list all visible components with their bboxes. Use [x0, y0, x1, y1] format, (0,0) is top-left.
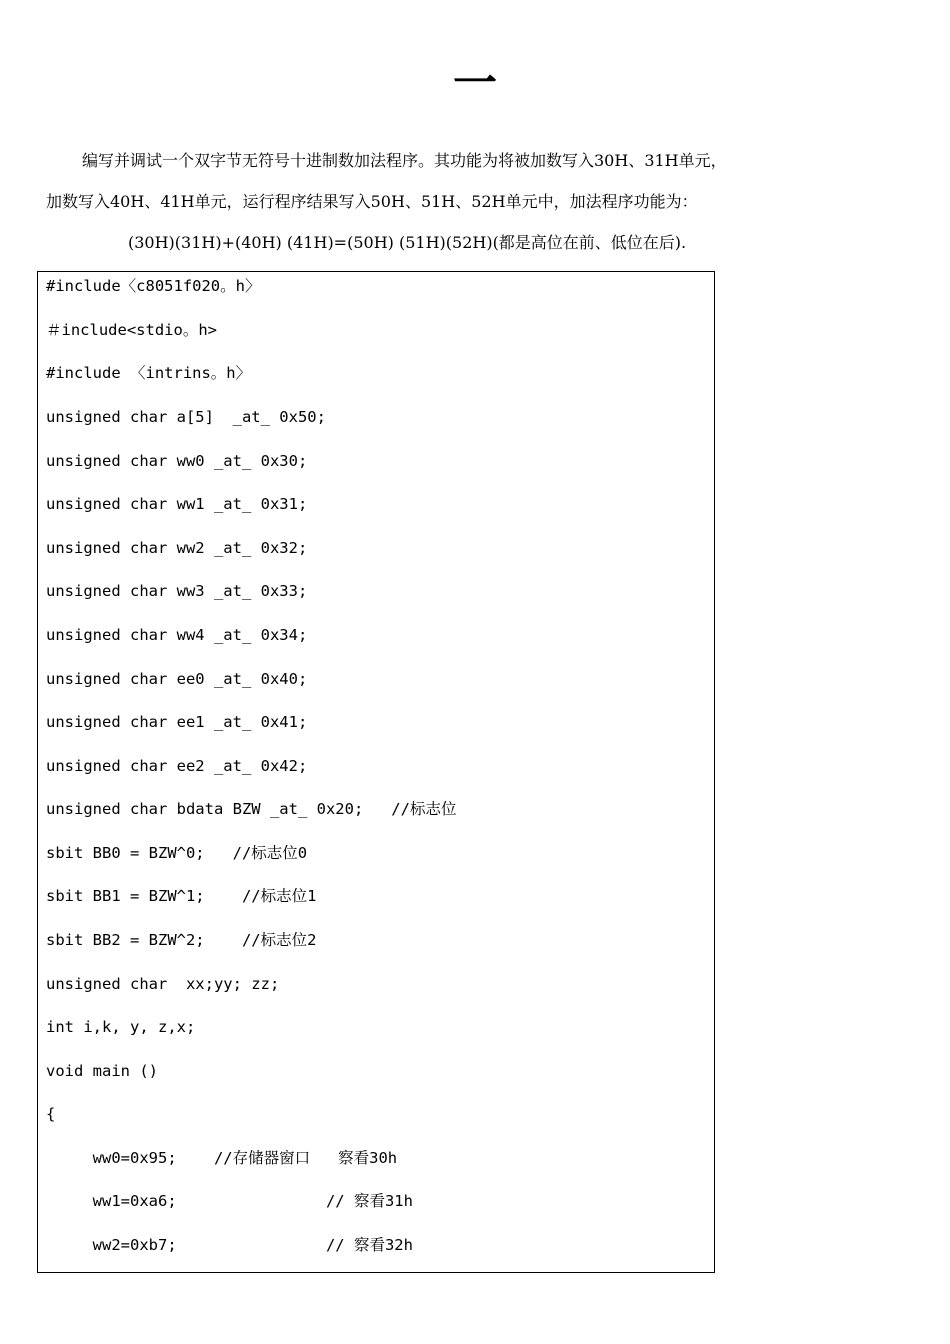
code-line: unsigned char ww2 _at_ 0x32;: [46, 539, 308, 557]
intro-line-1: 编写并调试一个双字节无符号十进制数加法程序。其功能为将被加数写入30H、31H单元，: [82, 151, 727, 170]
code-line: unsigned char ee1 _at_ 0x41;: [46, 713, 308, 731]
code-line: sbit BB1 = BZW^1; //标志位1: [46, 887, 317, 905]
code-line: #include 〈intrins。h〉: [46, 364, 252, 382]
code-line: ww2=0xb7; // 察看32h: [46, 1236, 413, 1254]
code-line: {: [46, 1105, 56, 1123]
code-line: unsigned char ee0 _at_ 0x40;: [46, 670, 308, 688]
code-line: #include〈c8051f020。h〉: [46, 277, 261, 295]
code-line: unsigned char ee2 _at_ 0x42;: [46, 757, 308, 775]
code-line: unsigned char ww0 _at_ 0x30;: [46, 452, 308, 470]
code-listing-box: [37, 271, 715, 1273]
code-line: unsigned char a[5] _at_ 0x50;: [46, 408, 326, 426]
code-line: int i,k, y, z,x;: [46, 1018, 196, 1036]
code-line: unsigned char ww4 _at_ 0x34;: [46, 626, 308, 644]
code-line: ＃include<stdio。h>: [46, 321, 217, 339]
code-line: unsigned char bdata BZW _at_ 0x20; //标志位: [46, 800, 457, 818]
code-line: sbit BB0 = BZW^0; //标志位0: [46, 844, 308, 862]
code-line: unsigned char ww3 _at_ 0x33;: [46, 582, 308, 600]
title-container: [0, 58, 950, 110]
page-title: 一: [453, 58, 497, 109]
code-line: ww0=0x95; //存储器窗口 察看30h: [46, 1149, 398, 1167]
code-line: unsigned char ww1 _at_ 0x31;: [46, 495, 308, 513]
code-line: sbit BB2 = BZW^2; //标志位2: [46, 931, 317, 949]
code-line: unsigned char xx;yy; zz;: [46, 975, 280, 993]
intro-line-2: 加数写入40H、41H单元，运行程序结果写入50H、51H、52H单元中，加法程序功能为：: [46, 192, 698, 211]
code-line: ww1=0xa6; // 察看31h: [46, 1192, 413, 1210]
code-line: void main (): [46, 1062, 158, 1080]
intro-formula: (30H)(31H)+(40H) (41H)=(50H) (51H)(52H)(都是高位在前、低位在后).: [128, 233, 687, 252]
